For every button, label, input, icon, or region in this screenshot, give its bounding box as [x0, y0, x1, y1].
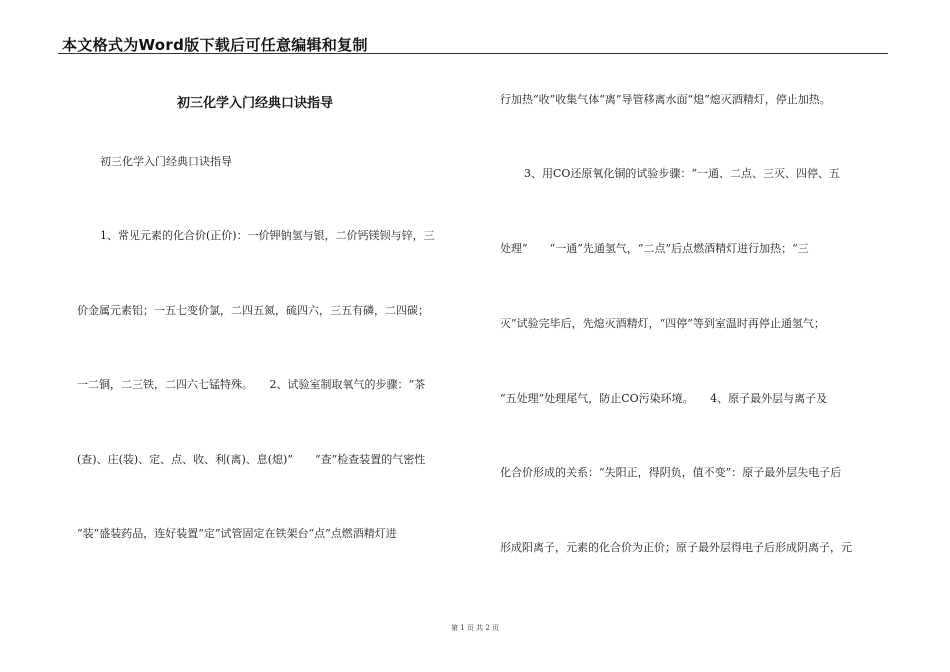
right-paragraph-line: 行加热“收”收集气体“离”导管移离水面“熄”熄灭酒精灯，停止加热。 — [500, 93, 831, 106]
right-paragraph-line: 3、用CO还原氧化铜的试验步骤：“一通、二点、三灭、四停、五 — [524, 167, 841, 180]
right-paragraph-line: 形成阳离子，元素的化合价为正价；原子最外层得电子后形成阴离子，元 — [500, 541, 852, 554]
download-banner: 本文格式为Word版下载后可任意编辑和复制 — [62, 36, 368, 54]
left-paragraph-line: 初三化学入门经典口诀指导 — [100, 155, 232, 168]
page-number: 第 1 页 共 2 页 — [450, 624, 500, 632]
right-paragraph-line: 处理” “一通”先通氢气，“二点”后点燃酒精灯进行加热；“三 — [500, 242, 809, 255]
left-paragraph-line: 一二铜，二三铁，二四六七锰特殊。 2、试验室制取氧气的步骤：“茶 — [77, 378, 426, 391]
right-paragraph-line: 灭”试验完毕后，先熄灭酒精灯，“四停”等到室温时再停止通氢气； — [500, 317, 825, 330]
right-paragraph-line: 化合价形成的关系：“失阳正，得阴负，值不变”：原子最外层失电子后 — [500, 466, 842, 479]
left-paragraph-line: 价金属元素铝；一五七变价氯，二四五氮，硫四六，三五有磷，二四碳； — [77, 304, 429, 317]
left-paragraph-line: (查)、庄(装)、定、点、收、利(离)、息(熄)” “查”检查装置的气密性 — [77, 453, 426, 466]
header-divider — [58, 53, 888, 54]
right-paragraph-line: “五处理”处理尾气，防止CO污染环境。 4、原子最外层与离子及 — [500, 392, 828, 405]
left-paragraph-line: 1、常见元素的化合价(正价)：一价钾钠氢与银，二价钙镁钡与锌，三 — [100, 229, 435, 242]
document-title: 初三化学入门经典口诀指导 — [177, 96, 334, 111]
left-paragraph-line: “装”盛装药品，连好装置“定”试管固定在铁架台“点”点燃酒精灯进 — [77, 527, 397, 540]
